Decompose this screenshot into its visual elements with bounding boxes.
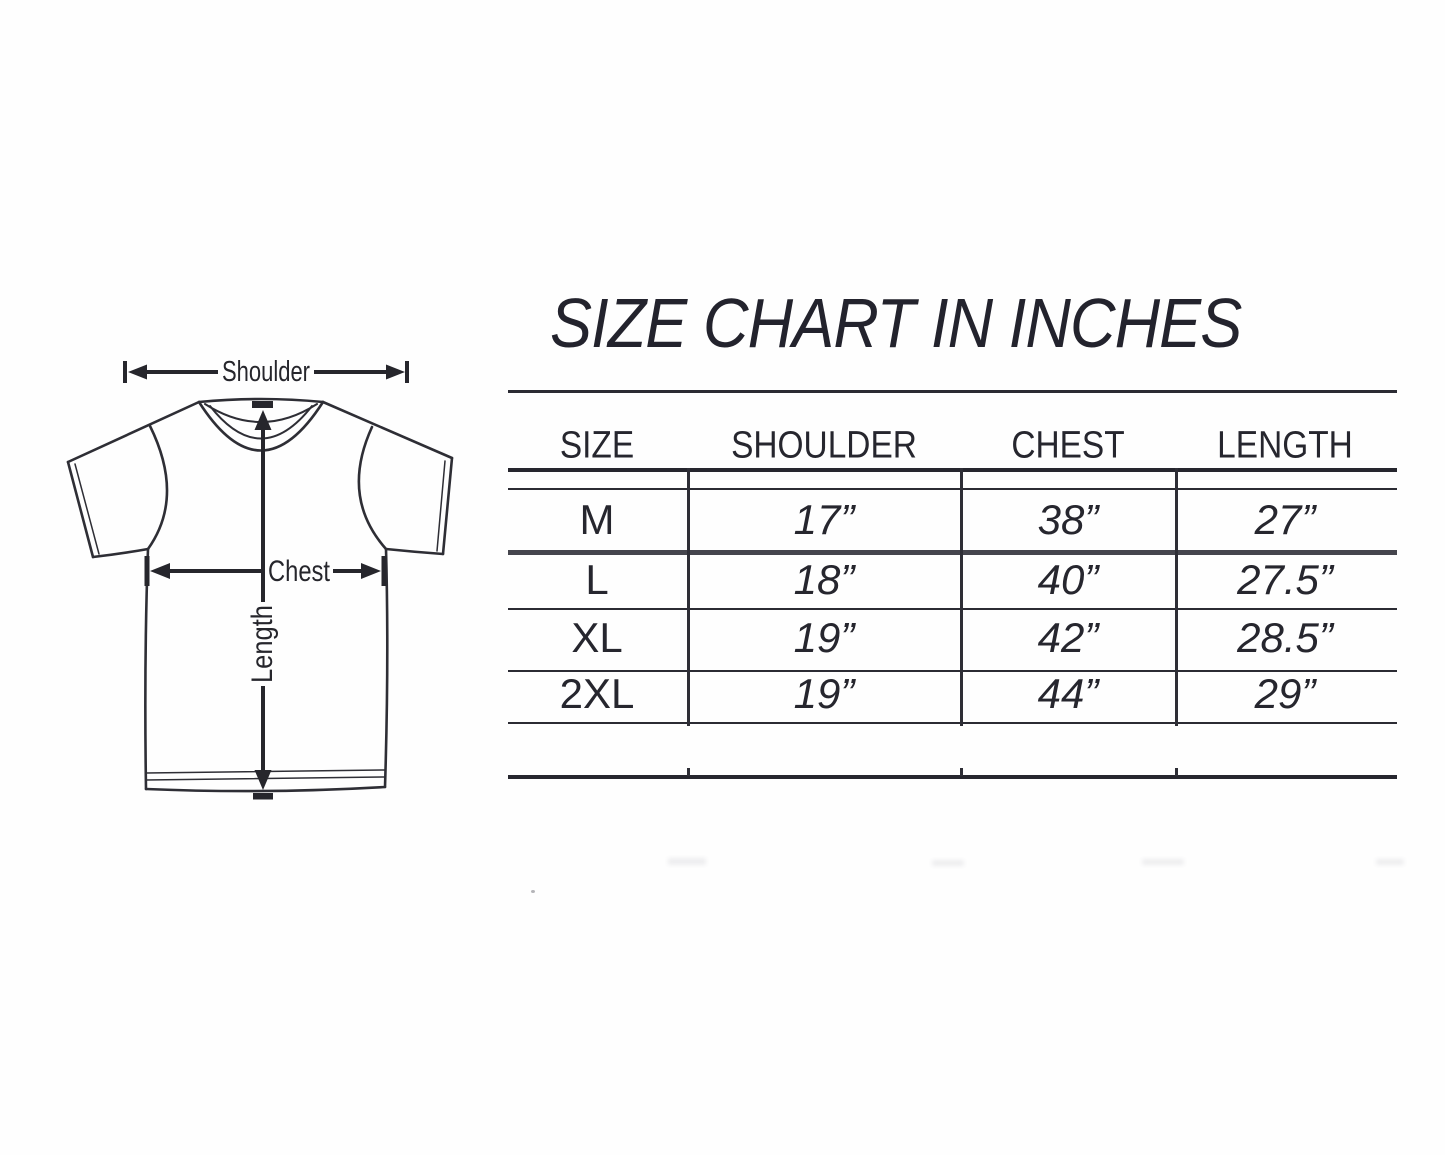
chest-arrowhead-left xyxy=(150,563,170,579)
page-title: SIZE CHART IN INCHES xyxy=(550,284,1242,362)
jpeg-ghost-artifact xyxy=(1142,859,1184,865)
column-separator-2 xyxy=(960,468,963,726)
row-m-shoulder: 17” xyxy=(793,496,855,543)
length-arrowhead-up xyxy=(255,410,272,430)
col-header-size-label: SIZE xyxy=(559,424,635,467)
shoulder-arrowhead-left xyxy=(128,365,147,380)
jpeg-ghost-artifact xyxy=(668,858,706,865)
table-rule-bottom xyxy=(508,775,1397,779)
row-2xl-size: 2XL xyxy=(559,670,635,717)
row-l-shoulder: 18” xyxy=(793,556,855,603)
row-xl-size: XL xyxy=(571,614,623,661)
tshirt-outline xyxy=(68,399,452,791)
shoulder-dimension xyxy=(125,356,407,388)
col-header-chest xyxy=(1004,425,1133,468)
shoulder-arrowhead-right xyxy=(386,365,405,380)
row-2xl-chest: 44” xyxy=(1037,670,1099,717)
hem-bottom-edge xyxy=(146,787,385,791)
chest-dimension xyxy=(147,555,384,588)
length-arrowhead-down xyxy=(255,770,272,790)
table-rule-top xyxy=(508,390,1397,393)
row-xl-length: 28.5” xyxy=(1237,614,1333,661)
row-l-length: 27.5” xyxy=(1237,556,1333,603)
table-rule-under-header-thin xyxy=(508,488,1397,490)
col-header-size xyxy=(555,425,639,468)
tshirt-diagram xyxy=(40,350,500,820)
bottom-tick-2 xyxy=(960,768,963,776)
column-separator-3 xyxy=(1175,468,1178,726)
row-m-length: 27” xyxy=(1254,496,1316,543)
left-armhole-seam xyxy=(148,426,167,549)
speck-artifact xyxy=(531,890,535,893)
jpeg-ghost-artifact xyxy=(1376,859,1404,865)
right-sleeve-hem xyxy=(386,549,443,554)
right-shoulder-seam xyxy=(323,402,452,458)
jpeg-ghost-artifact xyxy=(932,860,964,866)
bottom-tick-3 xyxy=(1175,768,1178,776)
row-m-chest: 38” xyxy=(1037,496,1099,543)
left-shoulder-seam xyxy=(68,402,199,462)
table-rule-under-header-thick xyxy=(508,468,1397,472)
size-table xyxy=(508,390,1397,790)
col-header-shoulder xyxy=(718,425,929,468)
table-rule-under-row-m xyxy=(508,550,1397,555)
chest-arrowhead-right xyxy=(361,563,381,579)
left-cuff-edge xyxy=(68,462,93,557)
left-cuff-seam xyxy=(75,464,99,554)
row-l-chest: 40” xyxy=(1037,556,1099,603)
row-m-size: M xyxy=(579,496,615,543)
row-xl-chest: 42” xyxy=(1037,614,1099,661)
col-header-length xyxy=(1208,425,1362,468)
row-2xl-length: 29” xyxy=(1254,670,1316,717)
col-header-chest-label: CHEST xyxy=(1011,424,1125,467)
row-l-size: L xyxy=(585,556,609,603)
shoulder-label: Shoulder xyxy=(222,356,311,388)
table-rule-under-row-2xl xyxy=(508,722,1397,724)
row-2xl-shoulder: 19” xyxy=(793,670,855,717)
col-header-shoulder-label: SHOULDER xyxy=(731,424,917,467)
length-dimension xyxy=(246,401,279,800)
length-label: Length xyxy=(246,591,279,683)
left-sleeve-hem xyxy=(93,549,148,557)
right-armhole-seam xyxy=(359,427,386,549)
length-end-bar-bottom xyxy=(253,793,273,800)
column-separator-1 xyxy=(687,468,690,726)
table-rule-under-row-l xyxy=(508,608,1397,610)
col-header-length-label: LENGTH xyxy=(1217,424,1353,467)
row-xl-shoulder: 19” xyxy=(793,614,855,661)
length-end-bar-top xyxy=(252,401,273,408)
chest-label: Chest xyxy=(268,555,331,588)
bottom-tick-1 xyxy=(687,768,690,776)
